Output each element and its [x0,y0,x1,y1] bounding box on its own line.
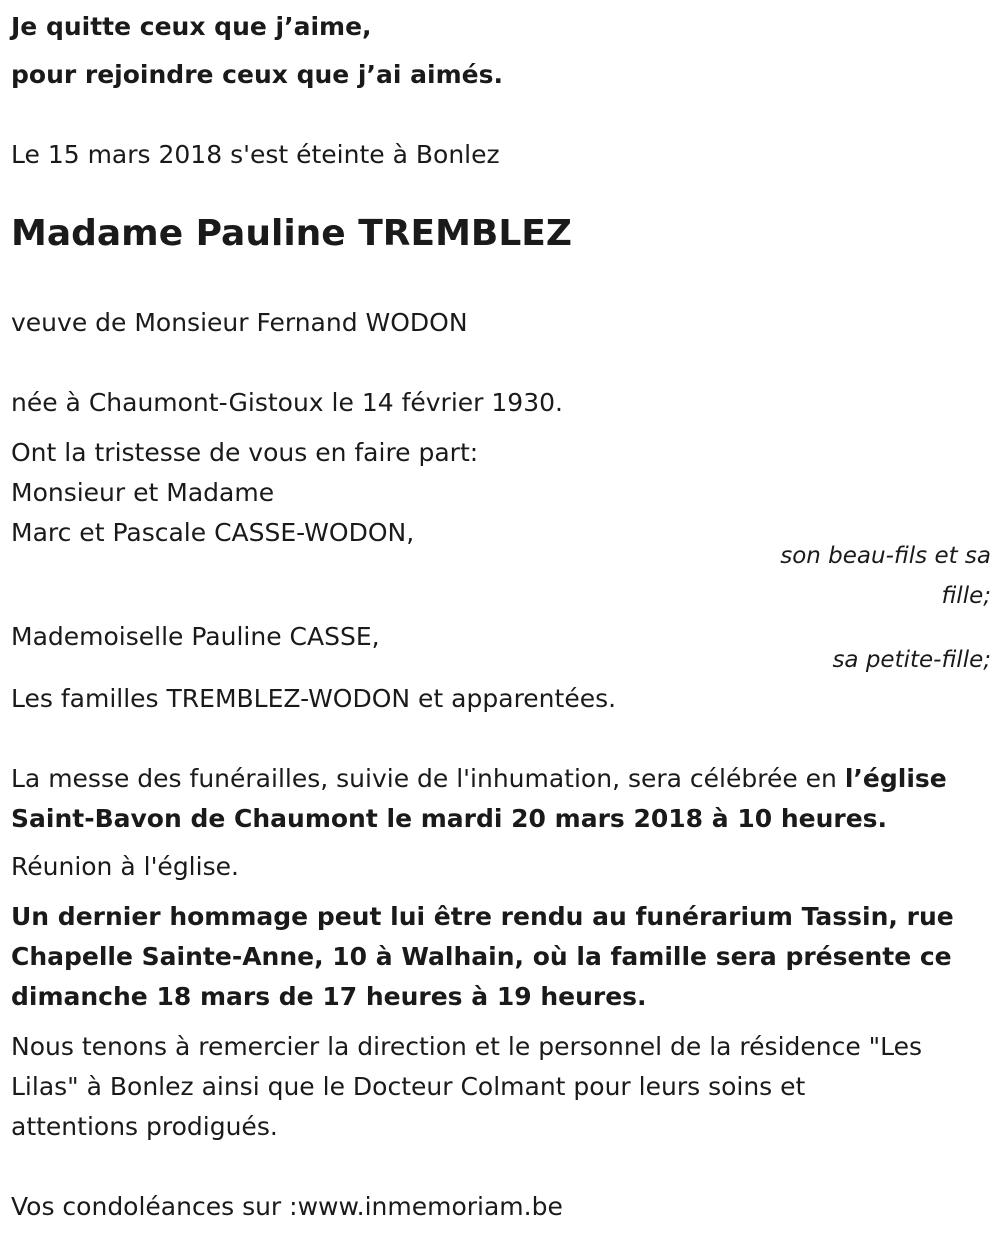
deceased-name: Madame Pauline TREMBLEZ [11,213,573,254]
tribute-line: dimanche 18 mars de 17 heures à 19 heures. [11,982,647,1011]
funeral-line-2: Saint-Bavon de Chaumont le mardi 20 mars 2018 à 10 heures. [11,804,888,833]
funeral-text: La messe des funérailles, suivie de l'inhumation, sera célébrée en [11,764,845,793]
birth-info: née à Chaumont-Gistoux le 14 février 1930. [11,388,563,417]
family-member-line: Mademoiselle Pauline CASSE, [11,622,380,651]
quote-line-2: pour rejoindre ceux que j’ai aimés. [11,60,503,89]
funeral-line-1 [11,764,947,794]
family-others: Les familles TREMBLEZ-WODON et apparentées. [11,684,617,713]
family-member-line: Marc et Pascale CASSE-WODON, [11,518,415,547]
family-relation: son beau-fils et sa [780,543,991,569]
family-member-line: Monsieur et Madame [11,478,275,507]
family-intro: Ont la tristesse de vous en faire part: [11,438,479,467]
tribute-line: Un dernier hommage peut lui être rendu au funérarium Tassin, rue [11,902,954,931]
thanks-line: attentions prodigués. [11,1112,278,1141]
condolences-link[interactable]: Vos condoléances sur :www.inmemoriam.be [11,1192,563,1221]
funeral-location: l’église [844,764,947,793]
death-notice: Le 15 mars 2018 s'est éteinte à Bonlez [11,140,500,169]
family-relation: sa petite-fille; [832,647,991,673]
quote-line-1: Je quitte ceux que j’aime, [11,12,372,41]
thanks-line: Nous tenons à remercier la direction et le personnel de la résidence "Les [11,1032,923,1061]
reunion-info: Réunion à l'église. [11,852,239,881]
thanks-line: Lilas" à Bonlez ainsi que le Docteur Colmant pour leurs soins et [11,1072,806,1101]
family-relation: fille; [941,583,991,609]
tribute-line: Chapelle Sainte-Anne, 10 à Walhain, où la famille sera présente ce [11,942,952,971]
widow-of: veuve de Monsieur Fernand WODON [11,308,468,337]
